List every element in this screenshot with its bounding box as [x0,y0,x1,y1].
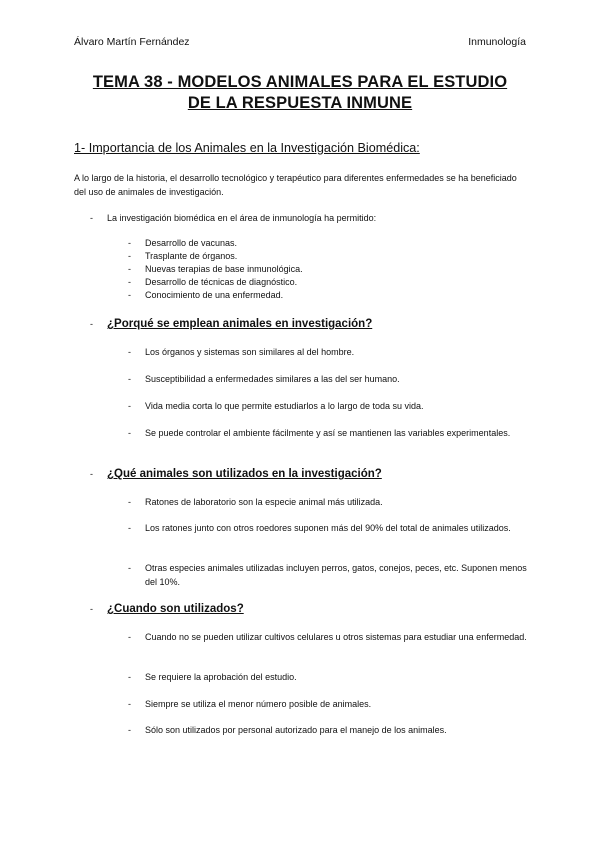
page-title [60,72,540,114]
list-item: - Ratones de laboratorio son la especie animal más utilizada. [128,497,383,507]
list-item: - Vida media corta lo que permite estudiarlos a lo largo de toda su vida. [128,401,424,411]
list-item: - Desarrollo de vacunas. [128,238,238,248]
list-item: - Trasplante de órganos. [128,251,238,261]
dash: - [90,213,93,223]
intro-paragraph: A lo largo de la historia, el desarrollo tecnológico y terapéutico para diferentes enfermedades se ha beneficiado del uso de animales de investigación. [74,173,517,197]
header-author: Álvaro Martín Fernández [74,36,190,48]
list-item: - Otras especies animales utilizadas incluyen perros, gatos, conejos, peces, etc. Suponen menos del 10%. [128,563,527,587]
section-title: 1- Importancia de los Animales en la Investigación Biomédica: [74,141,420,155]
list-item: - Sólo son utilizados por personal autorizado para el manejo de los animales. [128,725,447,735]
list-item: - Desarrollo de técnicas de diagnóstico. [128,277,298,287]
list-item: - Cuando no se pueden utilizar cultivos celulares u otros sistemas para estudiar una enfermedad. [128,632,527,642]
list-item: - Se requiere la aprobación del estudio. [128,672,297,682]
list-item: - Conocimiento de una enfermedad. [128,290,284,300]
title-line-2: DE LA RESPUESTA INMUNE [187,94,413,112]
list-item: - Los ratones junto con otros roedores suponen más del 90% del total de animales utilizados. [128,523,511,533]
title-line-1: TEMA 38 - MODELOS ANIMALES PARA EL ESTUDIO [92,73,508,91]
list-item: - Susceptibilidad a enfermedades similares a las del ser humano. [128,374,400,384]
list-item: - Los órganos y sistemas son similares al del hombre. [128,347,355,357]
bullet-intro-text: La investigación biomédica en el área de inmunología ha permitido: [107,213,377,223]
list-item: - Siempre se utiliza el menor número posible de animales. [128,699,372,709]
list-item: - Se puede controlar el ambiente fácilmente y así se mantienen las variables experimentales. [128,428,511,438]
header-subject: Inmunología [468,36,526,48]
list-item: - Nuevas terapias de base inmunológica. [128,264,303,274]
